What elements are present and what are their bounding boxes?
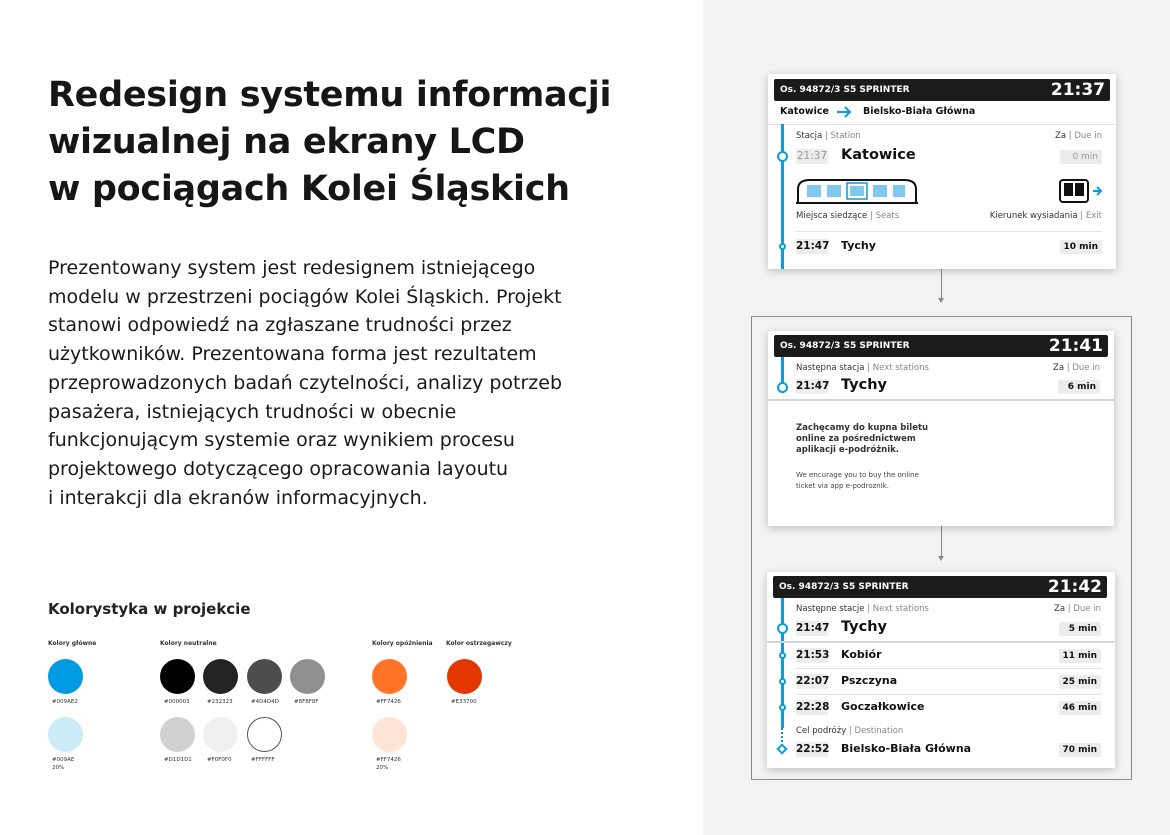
swatch-code: #232323 <box>207 699 233 705</box>
column-header-due: Za | Due in <box>1053 363 1100 373</box>
palette-title: Kolorystyka w projekcie <box>48 600 251 618</box>
stop-due: 46 min <box>1059 701 1101 715</box>
train-seats-icon <box>794 177 920 205</box>
stop-time: 22:07 <box>796 675 830 687</box>
stop-due: 11 min <box>1059 649 1101 663</box>
column-header-station: Stacja | Station <box>796 131 861 141</box>
group-neutral-label: Kolory neutralne <box>160 640 217 647</box>
stop-station: Kobiór <box>841 648 882 661</box>
divider <box>767 641 1115 643</box>
column-header-due: Za | Due in <box>1054 604 1101 614</box>
swatch-greyd1 <box>160 717 195 752</box>
destination-label: Cel podróży | Destination <box>796 726 904 736</box>
description-line: Prezentowany system jest redesignem istniejącego <box>48 257 536 279</box>
train-number: Os. 94872/3 S5 SPRINTER <box>780 85 910 95</box>
swatch-blue-20 <box>48 717 83 752</box>
clock: 21:41 <box>1048 336 1103 356</box>
stop-station: Katowice <box>841 147 916 163</box>
swatch-code: #E33700 <box>451 699 477 705</box>
lcd-screen-3 <box>767 572 1115 768</box>
group-delay-label: Kolory opóźnienia <box>372 640 433 647</box>
promo-message-en: We encurage you to buy the online ticket via app e-podroznik. <box>796 471 919 490</box>
swatch-code: #D1D1D1 <box>164 757 192 763</box>
divider <box>768 399 1114 401</box>
lcd-screen-1 <box>768 74 1116 269</box>
next-stop-node <box>777 382 788 393</box>
train-number: Os. 94872/3 S5 SPRINTER <box>780 341 910 351</box>
description-line: i interakcji dla ekranów informacyjnych. <box>48 486 428 509</box>
swatch-code: #000003 <box>164 699 190 705</box>
stop-station: Tychy <box>841 377 887 393</box>
stop-node <box>779 243 786 250</box>
flow-arrow-icon <box>938 298 944 303</box>
stop-time: 22:52 <box>796 743 830 755</box>
title-line-2: wizualnej na ekrany LCD <box>48 122 525 162</box>
swatch-black <box>160 659 195 694</box>
swatch-code: #F0F0F0 <box>207 757 232 763</box>
group-main-label: Kolory główne <box>48 640 97 647</box>
screen-header <box>774 79 1110 101</box>
next-stop-node <box>777 623 788 634</box>
swatch-dark <box>203 659 238 694</box>
divider <box>796 694 1102 695</box>
swatch-code: #FF7426 20% <box>376 757 401 771</box>
stop-due: 5 min <box>1059 622 1101 636</box>
divider <box>768 124 1116 125</box>
swatch-code: #4D4D4D <box>251 699 279 705</box>
stop-due: 6 min <box>1058 380 1100 394</box>
swatch-code: #FFFFFF <box>251 757 275 763</box>
stop-node <box>779 652 786 659</box>
divider <box>796 231 1102 232</box>
description-line: modelu w przestrzeni pociągów Kolei Śląskich. Projekt <box>48 285 562 308</box>
title-line-3: w pociągach Kolei Śląskich <box>48 169 570 209</box>
stop-station: Pszczyna <box>841 674 898 687</box>
stop-due: 70 min <box>1059 743 1101 757</box>
stop-time: 21:47 <box>796 240 830 252</box>
description <box>48 254 658 512</box>
promo-message-pl: Zachęcamy do kupna biletu online za pośrednictwem aplikacji e-podróżnik. <box>796 423 929 455</box>
route-to: Bielsko-Biała Główna <box>863 106 976 117</box>
screen-header <box>774 335 1108 357</box>
description-line: funkcjonującym systemie oraz wynikiem procesu <box>48 429 515 452</box>
swatch-code: #FF7426 <box>376 699 401 705</box>
page-title <box>48 72 668 213</box>
stop-due: 25 min <box>1059 675 1101 689</box>
swatch-orange-20 <box>372 717 407 752</box>
description-line: stanowi odpowiedź na zgłaszane trudności przez <box>48 314 512 337</box>
screen-header <box>773 576 1107 598</box>
swatch-grey4d <box>247 659 282 694</box>
swatch-code: #8F8F8F <box>294 699 319 705</box>
stop-time: 21:47 <box>796 622 830 634</box>
description-line: użytkowników. Prezentowana forma jest rezultatem <box>48 343 537 366</box>
swatch-blue <box>48 659 83 694</box>
stop-node <box>779 678 786 685</box>
stop-time: 21:53 <box>796 649 830 661</box>
lcd-screen-2 <box>768 331 1114 526</box>
clock: 21:37 <box>1050 80 1105 100</box>
stop-node <box>779 704 786 711</box>
clock: 21:42 <box>1047 577 1102 597</box>
exit-door-icon <box>1058 177 1104 205</box>
group-warning-label: Kolor ostrzegawczy <box>446 640 512 647</box>
swatch-grey8f <box>290 659 325 694</box>
stop-time: 21:47 <box>796 380 830 392</box>
stop-due: 0 min <box>1060 150 1102 164</box>
swatch-greyf0 <box>203 717 238 752</box>
column-header-station: Następne stacje | Next stations <box>796 604 929 614</box>
route-line-dotted <box>781 708 783 746</box>
divider <box>796 668 1102 669</box>
destination-node <box>776 743 787 754</box>
stop-station: Bielsko-Biała Główna <box>841 742 972 755</box>
flow-connector <box>941 268 942 298</box>
description-line: projektowego dotyczącego opracowania layoutu <box>48 457 509 480</box>
arrow-right-icon <box>836 106 852 118</box>
seats-label: Miejsca siedzące | Seats <box>796 211 900 221</box>
current-stop-node <box>777 151 788 162</box>
stop-station: Tychy <box>841 239 876 252</box>
train-number: Os. 94872/3 S5 SPRINTER <box>779 582 909 592</box>
stop-time: 21:37 <box>796 150 828 162</box>
stop-time: 22:28 <box>796 701 830 713</box>
stop-station: Goczałkowice <box>841 700 925 713</box>
column-header-due: Za | Due in <box>1055 131 1102 141</box>
swatch-code: #009AE 20% <box>52 757 75 771</box>
swatch-code: #009AE2 <box>52 699 78 705</box>
exit-label: Kierunek wysiadania | Exit <box>989 211 1102 221</box>
swatch-red <box>447 659 482 694</box>
stop-station: Tychy <box>841 619 887 635</box>
title-line-1: Redesign systemu informacji <box>48 75 612 115</box>
stop-due: 10 min <box>1060 240 1102 254</box>
route-from: Katowice <box>780 106 829 117</box>
column-header-station: Następna stacja | Next stations <box>796 363 929 373</box>
description-line: pasażera, istniejących trudności w obecnie <box>48 400 457 423</box>
swatch-orange <box>372 659 407 694</box>
swatch-white <box>247 717 282 752</box>
description-line: przeprowadzonych badań czytelności, analizy potrzeb <box>48 371 563 394</box>
